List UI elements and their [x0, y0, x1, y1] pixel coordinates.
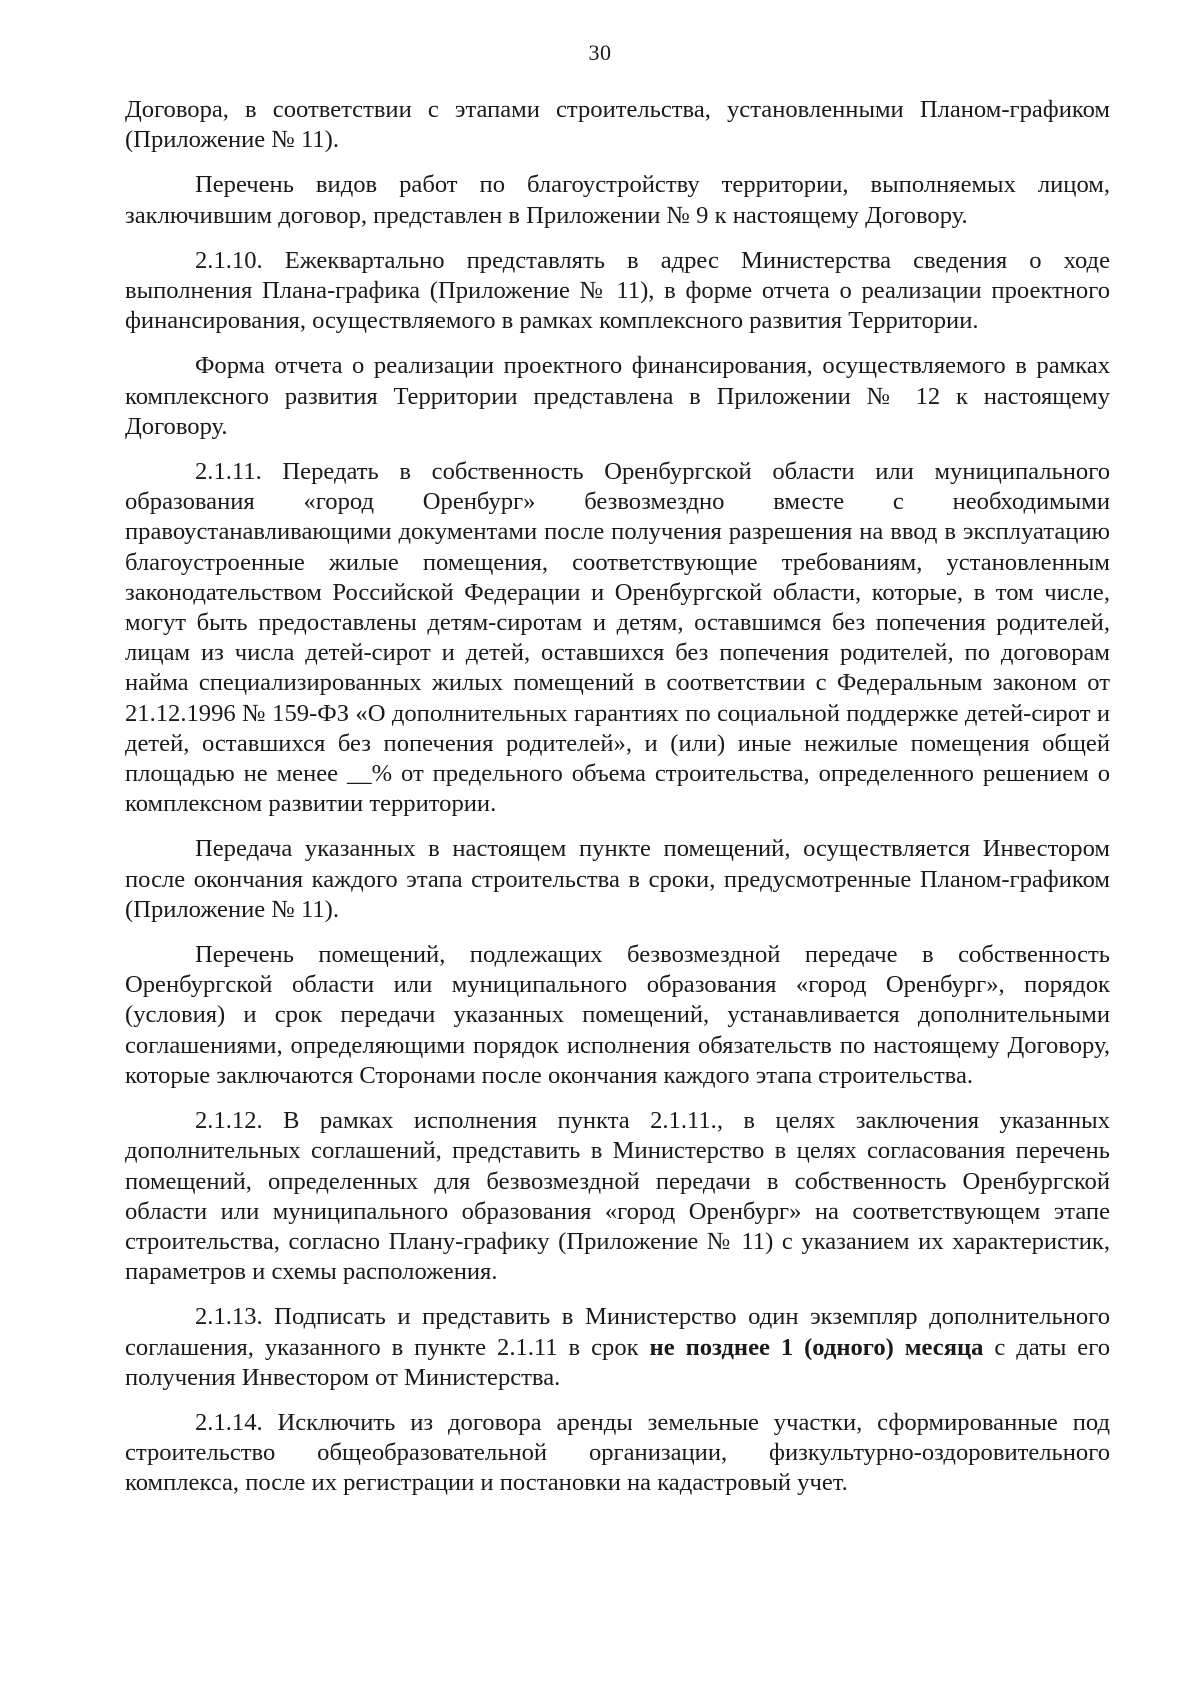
paragraph-2-1-12: 2.1.12. В рамках исполнения пункта 2.1.11., в целях заключения указанных дополнительных соглашений, представить в Министерство в целях согласования перечень помещений, определенных для безвозмездной передачи в собственность Оренбургской области или муниципального образования «город Оренбург» на соответствующем этапе строительства, согласно Плану-графику (Приложение № 11) с указанием их характеристик, параметров и схемы расположения.	[125, 1107, 1110, 1286]
paragraph-continuation: Договора, в соответствии с этапами строительства, установленными Планом-графиком (Приложение № 11).	[125, 96, 1110, 154]
paragraph-transfer-premises: Передача указанных в настоящем пункте помещений, осуществляется Инвестором после окончания каждого этапа строительства в сроки, предусмотренные Планом-графиком (Приложение № 11).	[125, 835, 1110, 923]
paragraph-2-1-14: 2.1.14. Исключить из договора аренды земельные участки, сформированные под строительство общеобразовательной организации, физкультурно-оздоровительного комплекса, после их регистрации и постановки на кадастровый учет.	[125, 1408, 1110, 1497]
paragraph-2-1-13-text-start: 2.1.13. Подписать и представить в Министерство один экземпляр дополнительного соглашения, указанного в пункте 2.1.11 в срок	[125, 1303, 1110, 1361]
document-body	[125, 95, 1110, 1514]
page-number: 30	[588, 40, 612, 65]
paragraph-2-1-13-text-end: с даты его получения Инвестором от Министерства.	[125, 1333, 1110, 1391]
paragraph-2-1-13	[125, 1302, 1110, 1393]
paragraph-report-form: Форма отчета о реализации проектного финансирования, осуществляемого в рамках комплексного развития Территории представлена в Приложении № 12 к настоящему Договору.	[125, 352, 1110, 440]
paragraph-2-1-11: 2.1.11. Передать в собственность Оренбургской области или муниципального образования «город Оренбург» безвозмездно вместе с необходимыми правоустанавливающими документами после получения разрешения на ввод в эксплуатацию благоустроенные жилые помещения, соответствующие требованиям, установленным законодательством Российской Федерации и Оренбургской области, которые, в том числе, могут быть предоставлены детям-сиротам и детям, оставшимся без попечения родителей, лицам из числа детей-сирот и детей, оставшихся без попечения родителей, по договорам найма специализированных жилых помещений в соответствии с Федеральным законом от 21.12.1996 № 159-ФЗ «О дополнительных гарантиях по социальной поддержке детей-сирот и детей, оставшихся без попечения родителей», и (или) иные нежилые помещения общей площадью не менее __% от предельного объема строительства, определенного решением о комплексном развитии территории.	[125, 458, 1110, 818]
paragraph-2-1-10: 2.1.10. Ежеквартально представлять в адрес Министерства сведения о ходе выполнения Плана-графика (Приложение № 11), в форме отчета о реализации проектного финансирования, осуществляемого в рамках комплексного развития Территории.	[125, 246, 1110, 335]
deadline-emphasis: не позднее 1 (одного) месяца	[649, 1333, 984, 1361]
paragraph-landscaping-list: Перечень видов работ по благоустройству территории, выполняемых лицом, заключившим договор, представлен в Приложении № 9 к настоящему Договору.	[125, 171, 1110, 229]
paragraph-premises-list: Перечень помещений, подлежащих безвозмездной передаче в собственность Оренбургской области или муниципального образования «город Оренбург», порядок (условия) и срок передачи указанных помещений, устанавливается дополнительными соглашениями, определяющими порядок исполнения обязательств по настоящему Договору, которые заключаются Сторонами после окончания каждого этапа строительства.	[125, 941, 1110, 1089]
